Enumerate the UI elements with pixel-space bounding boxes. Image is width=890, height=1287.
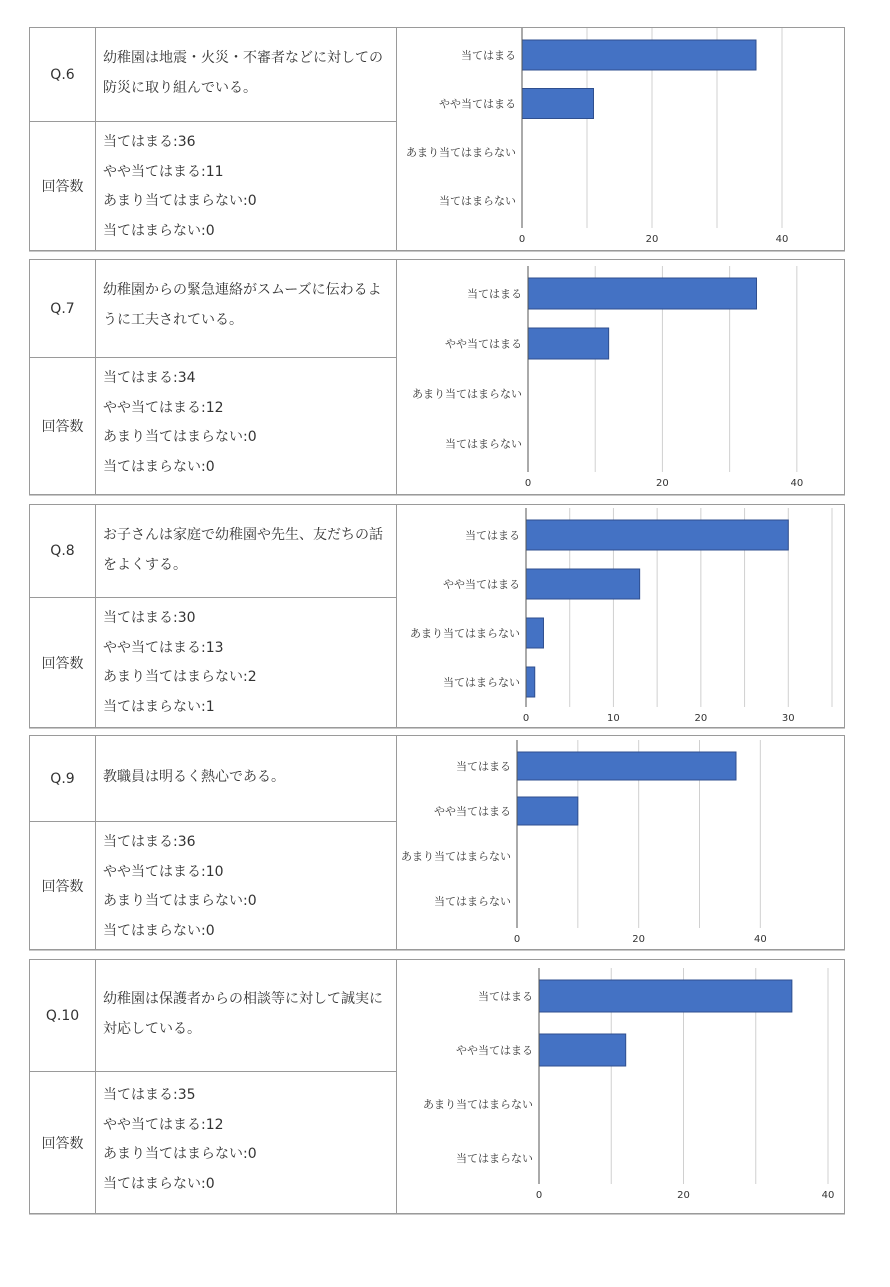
tick-label: 10 bbox=[607, 713, 620, 724]
question-block-q6 bbox=[29, 27, 845, 251]
category-label: やや当てはまる bbox=[456, 1044, 533, 1057]
tick-label: 20 bbox=[677, 1190, 690, 1201]
bar bbox=[517, 752, 736, 780]
tick-label: 40 bbox=[753, 934, 767, 945]
count-line: 当てはまる:35 bbox=[103, 1087, 196, 1103]
question-block-q9 bbox=[29, 735, 845, 950]
bar bbox=[528, 278, 757, 309]
question-text: 教職員は明るく熱心である。 bbox=[96, 736, 397, 821]
bar bbox=[526, 569, 640, 599]
bar bbox=[526, 618, 543, 648]
question-block-q10 bbox=[29, 959, 845, 1214]
category-label: 当てはまる bbox=[456, 760, 511, 773]
count-line: 当てはまる:36 bbox=[103, 834, 196, 850]
bar bbox=[526, 667, 535, 697]
answer-count-label: 回答数 bbox=[30, 1071, 96, 1213]
question-number: Q.6 bbox=[30, 28, 96, 121]
count-line: あまり当てはまらない:2 bbox=[103, 669, 257, 685]
bar bbox=[528, 328, 609, 359]
category-label: 当てはまる bbox=[461, 49, 516, 62]
answer-count-label: 回答数 bbox=[30, 121, 96, 250]
answer-count-label: 回答数 bbox=[30, 597, 96, 727]
category-label: 当てはまる bbox=[467, 287, 522, 301]
question-number: Q.9 bbox=[30, 736, 96, 821]
count-line: 当てはまらない:0 bbox=[103, 922, 215, 939]
question-number: Q.8 bbox=[30, 505, 96, 597]
question-text: 幼稚園は保護者からの相談等に対して誠実に対応している。 bbox=[96, 960, 397, 1071]
tick-label: 40 bbox=[790, 478, 804, 489]
tick-label: 0 bbox=[535, 1190, 543, 1201]
answer-counts bbox=[96, 597, 397, 727]
question-block-q7 bbox=[29, 259, 845, 495]
count-line: あまり当てはまらない:0 bbox=[103, 429, 257, 445]
category-label: あまり当てはまらない bbox=[401, 850, 511, 863]
tick-label: 20 bbox=[645, 234, 659, 245]
category-label: 当てはまらない bbox=[445, 437, 522, 451]
category-label: あまり当てはまらない bbox=[406, 146, 516, 159]
question-text: お子さんは家庭で幼稚園や先生、友だちの話をよくする。 bbox=[96, 505, 397, 597]
tick-label: 30 bbox=[781, 713, 795, 724]
category-label: あまり当てはまらない bbox=[423, 1098, 533, 1111]
bar-chart-q9 bbox=[397, 736, 844, 949]
category-label: やや当てはまる bbox=[434, 805, 511, 818]
bar-chart-q10 bbox=[397, 960, 844, 1213]
count-line: あまり当てはまらない:0 bbox=[103, 893, 257, 909]
bar bbox=[539, 980, 792, 1012]
tick-label: 0 bbox=[518, 234, 526, 245]
question-number: Q.10 bbox=[30, 960, 96, 1071]
count-line: 当てはまらない:0 bbox=[103, 458, 215, 475]
category-label: 当てはまる bbox=[478, 990, 533, 1003]
category-label: 当てはまらない bbox=[443, 676, 520, 689]
count-line: やや当てはまる:13 bbox=[103, 639, 224, 656]
count-line: あまり当てはまらない:0 bbox=[103, 193, 257, 209]
bar bbox=[526, 520, 788, 550]
count-line: やや当てはまる:12 bbox=[103, 399, 224, 416]
category-label: 当てはまらない bbox=[439, 194, 516, 208]
category-label: 当てはまらない bbox=[456, 1152, 533, 1165]
answer-counts bbox=[96, 357, 397, 494]
tick-label: 40 bbox=[821, 1190, 835, 1201]
tick-label: 0 bbox=[524, 478, 532, 489]
category-label: あまり当てはまらない bbox=[412, 387, 522, 401]
bar bbox=[522, 89, 594, 119]
answer-counts bbox=[96, 121, 397, 250]
tick-label: 20 bbox=[694, 713, 708, 724]
question-number: Q.7 bbox=[30, 260, 96, 357]
count-line: やや当てはまる:10 bbox=[103, 863, 224, 880]
tick-label: 0 bbox=[513, 934, 521, 945]
question-text: 幼稚園からの緊急連絡がスムーズに伝わるように工夫されている。 bbox=[96, 260, 397, 357]
answer-counts bbox=[96, 821, 397, 949]
count-line: あまり当てはまらない:0 bbox=[103, 1146, 257, 1162]
bar bbox=[522, 40, 756, 70]
category-label: 当てはまる bbox=[465, 529, 520, 542]
count-line: 当てはまる:36 bbox=[103, 134, 196, 150]
count-line: 当てはまらない:1 bbox=[103, 698, 215, 715]
bar bbox=[539, 1034, 626, 1066]
bar-chart-q8 bbox=[397, 505, 844, 727]
tick-label: 40 bbox=[775, 234, 789, 245]
answer-count-label: 回答数 bbox=[30, 357, 96, 494]
count-line: 当てはまらない:0 bbox=[103, 1175, 215, 1192]
count-line: 当てはまる:30 bbox=[103, 610, 196, 626]
category-label: やや当てはまる bbox=[445, 337, 522, 351]
count-line: やや当てはまる:11 bbox=[103, 163, 224, 180]
bar-chart-q7 bbox=[397, 260, 844, 494]
category-label: あまり当てはまらない bbox=[410, 627, 520, 640]
count-line: やや当てはまる:12 bbox=[103, 1116, 224, 1133]
category-label: やや当てはまる bbox=[439, 97, 516, 111]
category-label: 当てはまらない bbox=[434, 895, 511, 908]
tick-label: 20 bbox=[632, 934, 646, 945]
bar bbox=[517, 797, 578, 825]
count-line: 当てはまる:34 bbox=[103, 370, 196, 386]
answer-counts bbox=[96, 1071, 397, 1213]
count-line: 当てはまらない:0 bbox=[103, 222, 215, 239]
tick-label: 0 bbox=[522, 713, 530, 724]
tick-label: 20 bbox=[656, 478, 669, 489]
category-label: やや当てはまる bbox=[443, 578, 520, 591]
bar-chart-q6 bbox=[397, 28, 844, 250]
question-text: 幼稚園は地震・火災・不審者などに対しての防災に取り組んでいる。 bbox=[96, 28, 397, 121]
answer-count-label: 回答数 bbox=[30, 821, 96, 949]
question-block-q8 bbox=[29, 504, 845, 728]
